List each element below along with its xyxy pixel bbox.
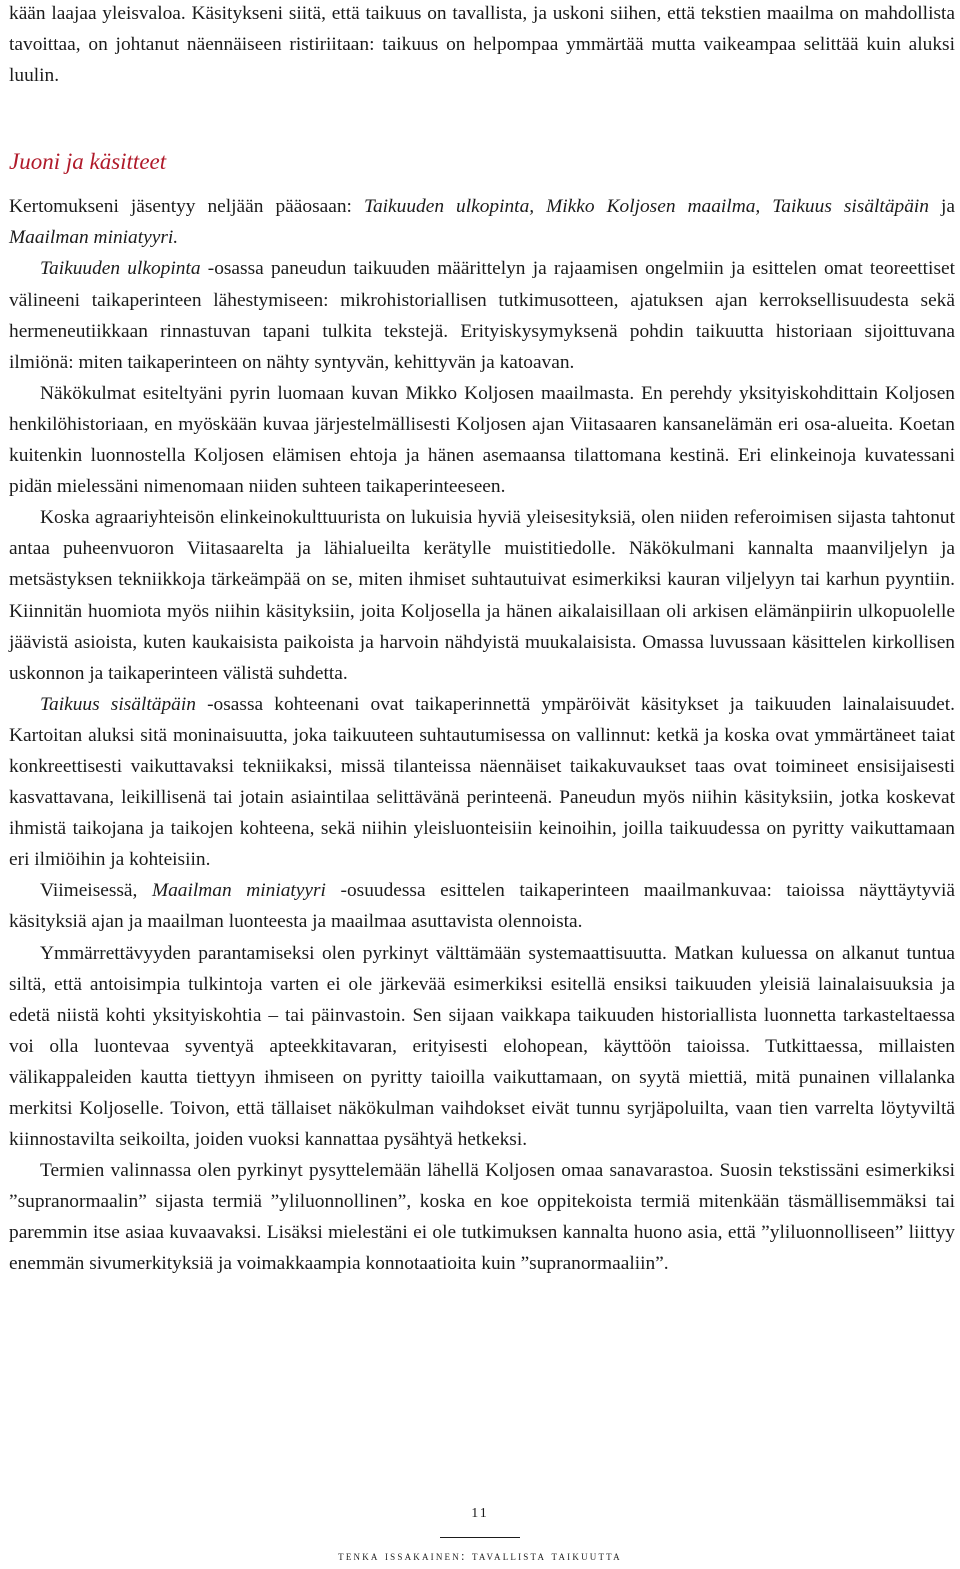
footer-rule (440, 1537, 520, 1538)
paragraph-terminology: Termien valinnassa olen pyrkinyt pysyttelemään lähellä Koljosen omaa sanavarastoa. Suosin tekstissäni esimerkiksi ”supranormaalin” sijasta termiä ”yliluonnollinen”, koska en koe oppitekoista termiä mitenkään täsmällisemmäksi tai paremmin itse asiaa kuvaavaksi. Lisäksi mielestäni ei ole tutkimuksen kannalta huono asia, että ”yliluonnolliseen” liittyy enemmän sivumerkityksiä ja voimakkaampia konnotaatioita kuin ”supranormaaliin”. (9, 1160, 955, 1275)
paragraph-sisaltapain-text: -osassa kohteenani ovat taikaperinnettä ympäröivät käsitykset ja taikuuden lainalaisuudet. Kartoitan aluksi sitä moninaisuutta, joka taikuuteen suhtautumisessa on vallinnut: ketkä ja koska ovat ymmärtäneet taiat konkreettisesti vaikuttavaksi tekniikaksi, missä tilanteissa näennäiset taikakuvaukset taas ovat toimineet ensisijaisesti kasvattavana, leikillisenä tai jotain asiaintilaa selittävänä perinteenä. Paneudun myös niihin käsityksiin, jotka koskevat ihmistä taikojana ja taikojen kohteena, sekä niihin yleisluonteisiin keinoihin, joilla taikuudessa on pyritty vaikuttamaan eri ilmiöihin ja kohteisiin. (9, 693, 955, 871)
intro-paragraph: kään laajaa yleisvaloa. Käsitykseni siitä, että taikuus on tavallista, ja uskoni siihen, että tekstien maailma on mahdollista tavoittaa, on johtanut näennäiseen ristiriitaan: taikuus on helpompaa ymmärtää mutta vaikeampaa selittää kuin aluksi luulin. (9, 3, 955, 87)
running-footer: tenka issakainen: tavallista taikuutta (338, 1549, 622, 1563)
paragraph-clarity: Ymmärrettävyyden parantamiseksi olen pyrkinyt välttämään systemaattisuutta. Matkan kuluessa on alkanut tuntua siltä, että antoisimpia tulkintoja varten ei ole järkevää esimerkiksi esitellä ensiksi taikuuden yleisiä lainalaisuuksia ja edetä niistä kohti yksityiskohtia – tai päinvastoin. Sen sijaan vaikkapa taikuuden historiallista luonnetta tarkasteltaessa voi olla luontevaa syventyä apteekkitavaran, erityisesti elohopean, käyttöön taioissa. Tutkittaessa, millaisten välikappaleiden kautta tiettyyn ihmiseen on pyritty taioilla vaikuttamaan, on syytä miettiä, mitä punainen villalanka merkitsi Koljoselle. Toivon, että tällaiset näkökulman vaihdokset eivät tunnu syrjäpoluilta, vaan tien varrelta löytyviltä kiinnostavilta seikoilta, joiden vuoksi kannattaa pysähtyä hetkeksi. (9, 942, 955, 1151)
paragraph-koljonen-world: Näkökulmat esiteltyäni pyrin luomaan kuvan Mikko Koljosen maailmasta. En perehdy yksityiskohdittain Koljosen henkilöhistoriaan, en myöskään kuvaa järjestelmällisesti Koljosen ajan Viitasaaren kansanelämän eri osa-alueita. Koetan kuitenkin luonnostella Koljosen elämisen ehtoja ja hänen asemaansa tilattomana kestinä. Eri elinkeinoja kuvatessani pidän mielessäni nimenomaan niiden suhteen taikaperinteeseen. (9, 382, 955, 498)
paragraph-ulkopinta-text: -osassa paneudun taikuuden määrittelyn ja rajaamisen ongelmiin ja esittelen omat teoreettiset välineeni taikaperinteen lähestymiseen: mikrohistoriallisen tutkimusotteen, ajatuksen ajan kerroksellisuudesta sekä hermeneutiikkaan rinnastuvan tapani tulkita tekstejä. Erityiskysymyksenä pohdin taikuutta historiaan sijoittuvana ilmiönä: miten taikaperinteen on nähty syntyvän, kehittyvän ja katoavan. (9, 258, 955, 373)
paragraph-sisaltapain (9, 689, 955, 876)
part-title-miniatyyri: Maailman miniatyyri. (9, 227, 179, 249)
page-body (9, 0, 955, 1280)
section-heading: Juoni ja käsitteet (9, 149, 167, 175)
paragraph-structure-text-c: ja (929, 196, 955, 218)
paragraph-miniatyyri-text-a: Viimeisessä, (40, 880, 152, 902)
paragraph-ulkopinta (9, 253, 955, 377)
paragraph-agrarian: Koska agraariyhteisön elinkeinokulttuurista on lukuisia hyviä yleisesityksiä, olen niiden referoimisen sijasta tahtonut antaa puheenvuoron Viitasaarelta ja lähialueilta kerätylle muistitiedolle. Näkökulmani kannalta maanviljelyn ja metsästyksen tekniikkoja tärkeämpää on se, miten ihmiset suhtautuivat esimerkiksi kauran viljelyyn tai karhun pyyntiin. Kiinnitän huomiota myös niihin käsityksiin, joita Koljosella ja hänen aikalaisillaan oli arkisen elämänpiirin ulkopuolelle jäävistä asioista, kuten kaukaisista paikoista ja harvoin nähdyistä muukalaisista. Omassa luvussaan käsittelen kirkollisen uskonnon ja taikaperinteen välistä suhdetta. (9, 507, 955, 684)
paragraph-structure (9, 191, 955, 253)
part-title-sisaltapain: Taikuus sisältäpäin (40, 693, 196, 715)
paragraph-structure-text-a: Kertomukseni jäsentyy neljään pääosaan: (9, 196, 364, 218)
part-titles-emphasis: Taikuuden ulkopinta, Mikko Koljosen maailma, Taikuus sisältäpäin (363, 196, 929, 218)
paragraph-miniatyyri-text-c: -osuudessa esittelen taikaperinteen maailmankuvaa: taioissa näyttäytyviä käsityksiä ajan ja maailman luonteesta ja maailmaa asuttavista olennoista. (9, 880, 955, 933)
page-number: 11 (471, 1506, 489, 1521)
part-title-miniatyyri-2: Maailman miniatyyri (151, 880, 326, 902)
part-title-ulkopinta: Taikuuden ulkopinta (40, 258, 201, 280)
paragraph-miniatyyri (9, 875, 955, 937)
